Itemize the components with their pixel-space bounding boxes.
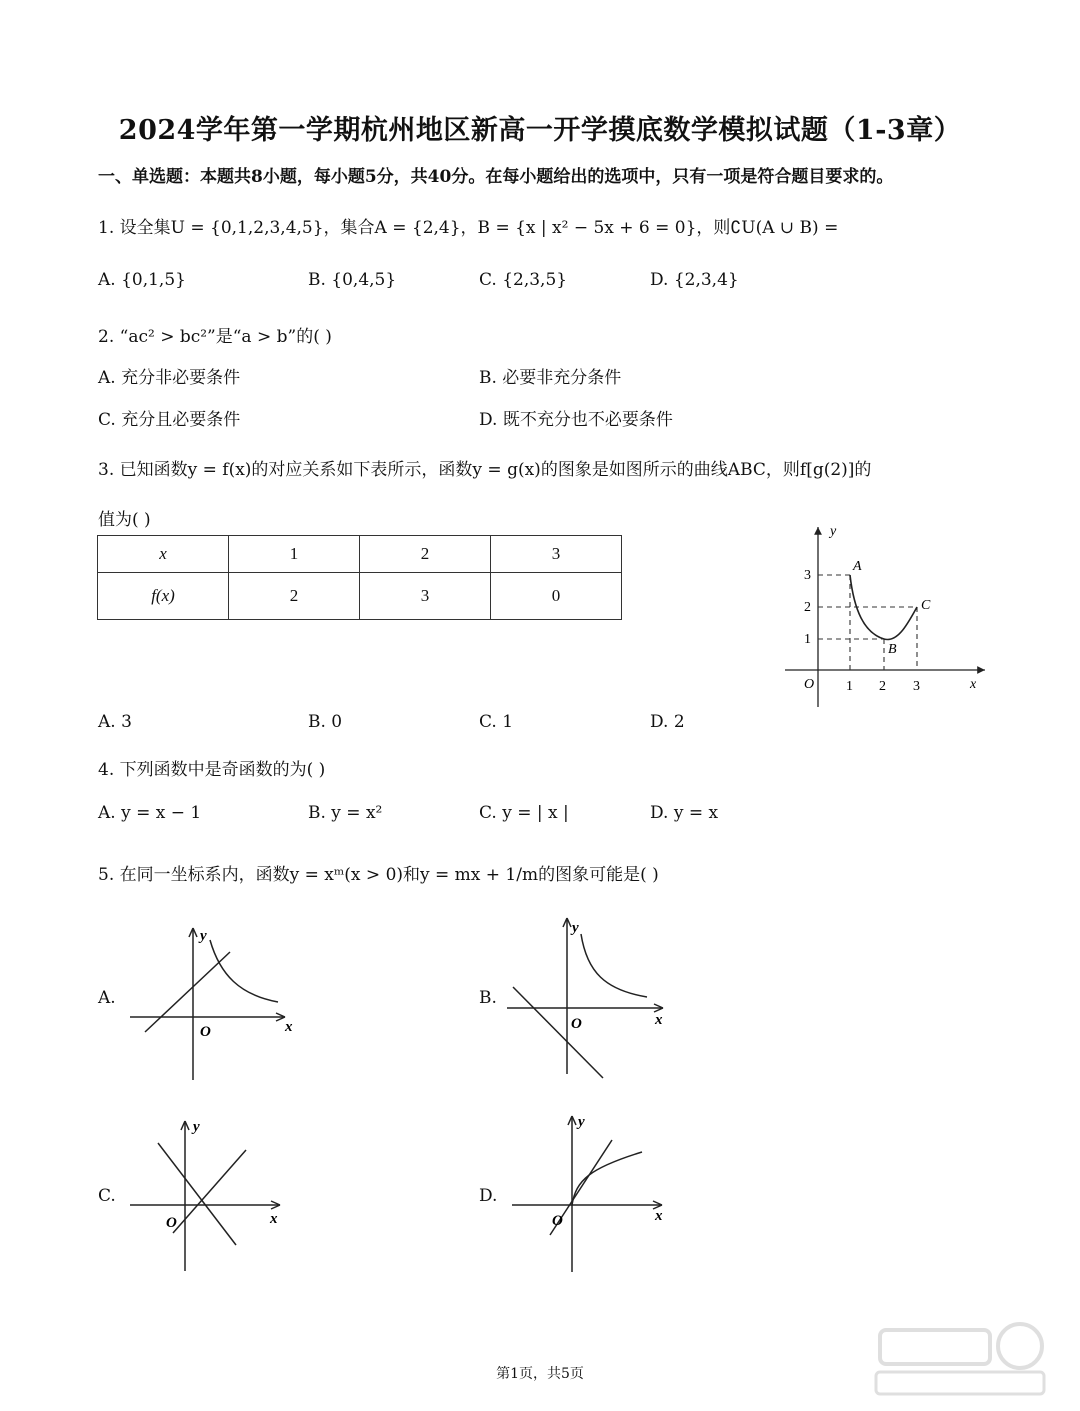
q2-option-a: A. 充分非必要条件 <box>98 368 241 388</box>
table-cell: 0 <box>491 573 622 620</box>
q5-graph-d <box>510 1110 680 1275</box>
origin-label: O <box>200 1024 211 1040</box>
point-b-label: B <box>888 642 897 657</box>
question-2-stem: 2. “ac² > bc²”是“a > b”的( ) <box>98 327 332 347</box>
q5-graph-c <box>128 1115 298 1275</box>
page-footer: 第1页，共5页 <box>496 1366 584 1382</box>
question-3-stem-cont: 值为( ) <box>98 510 151 530</box>
q1-option-c: C. {2,3,5} <box>479 270 568 290</box>
y-axis-label: y <box>200 928 207 944</box>
y-axis-label: y <box>830 524 837 539</box>
table-row <box>98 536 622 573</box>
table-row <box>98 573 622 620</box>
power-curve <box>572 1152 642 1205</box>
x-axis-label: x <box>285 1019 293 1035</box>
linear-line <box>513 987 603 1078</box>
q3-option-b: B. 0 <box>308 712 343 732</box>
q5-graph-b <box>505 912 675 1082</box>
q1-option-a: A. {0,1,5} <box>98 270 186 290</box>
table-cell: 3 <box>491 536 622 573</box>
section-heading: 一、单选题：本题共8小题，每小题5分，共40分。在每小题给出的选项中，只有一项是符合题目要求的。 <box>98 167 894 187</box>
origin-label: O <box>166 1215 177 1231</box>
q5-option-a: A. <box>98 988 116 1008</box>
q3-option-c: C. 1 <box>479 712 514 732</box>
q4-option-d: D. y = x <box>650 803 719 823</box>
q5-option-b: B. <box>479 988 497 1008</box>
q4-option-c: C. y = | x | <box>479 803 569 823</box>
guide-lines <box>818 575 917 670</box>
q2-option-c: C. 充分且必要条件 <box>98 410 241 430</box>
power-curve <box>210 940 278 1002</box>
x-tick-2: 2 <box>879 679 886 694</box>
origin-label: O <box>571 1016 582 1032</box>
x-axis-label: x <box>655 1012 663 1028</box>
exam-title: 2024学年第一学期杭州地区新高一开学摸底数学模拟试题（1-3章） <box>118 115 962 146</box>
table-cell: x <box>98 536 229 573</box>
x-axis-label: x <box>970 677 977 692</box>
y-axis-label: y <box>572 920 579 936</box>
origin-label: O <box>804 677 815 692</box>
x-axis-label: x <box>270 1211 278 1227</box>
q3-option-d: D. 2 <box>650 712 685 732</box>
q5-option-c: C. <box>98 1186 116 1206</box>
q4-option-a: A. y = x − 1 <box>98 803 202 823</box>
question-4-stem: 4. 下列函数中是奇函数的为( ) <box>98 760 326 780</box>
watermark-logo <box>870 1318 1050 1398</box>
question-3-stem: 3. 已知函数y = f(x)的对应关系如下表所示，函数y = g(x)的图象是如图所示的曲线ABC，则f[g(2)]的 <box>98 460 872 480</box>
q2-option-d: D. 既不充分也不必要条件 <box>479 410 673 430</box>
x-tick-1: 1 <box>846 679 853 694</box>
table-cell: 2 <box>229 573 360 620</box>
y-tick-1: 1 <box>804 632 811 647</box>
function-table <box>97 535 622 620</box>
question-1-stem: 1. 设全集U = {0,1,2,3,4,5}，集合A = {2,4}，B = {x | x² − 5x + 6 = 0}，则∁U(A ∪ B) = <box>98 218 839 238</box>
q2-option-b: B. 必要非充分条件 <box>479 368 622 388</box>
q3-graph <box>780 515 995 715</box>
table-cell: f(x) <box>98 573 229 620</box>
y-tick-2: 2 <box>804 600 811 615</box>
table-cell: 1 <box>229 536 360 573</box>
origin-label: O <box>552 1213 563 1229</box>
x-tick-3: 3 <box>913 679 920 694</box>
y-tick-3: 3 <box>804 568 811 583</box>
x-axis-label: x <box>655 1208 663 1224</box>
question-5-stem: 5. 在同一坐标系内，函数y = xᵐ(x > 0)和y = mx + 1/m的图象可能是( ) <box>98 865 659 885</box>
table-cell: 3 <box>360 573 491 620</box>
power-line <box>173 1150 246 1233</box>
y-axis-label: y <box>193 1119 200 1135</box>
q1-option-d: D. {2,3,4} <box>650 270 739 290</box>
q5-graph-a <box>130 920 300 1085</box>
q1-option-b: B. {0,4,5} <box>308 270 397 290</box>
point-c-label: C <box>921 598 931 613</box>
y-axis-label: y <box>578 1114 585 1130</box>
table-cell: 2 <box>360 536 491 573</box>
q3-option-a: A. 3 <box>98 712 132 732</box>
q4-option-b: B. y = x² <box>308 803 383 823</box>
q5-option-d: D. <box>479 1186 498 1206</box>
point-a-label: A <box>853 559 862 574</box>
power-curve <box>581 934 647 997</box>
linear-line <box>145 952 230 1032</box>
